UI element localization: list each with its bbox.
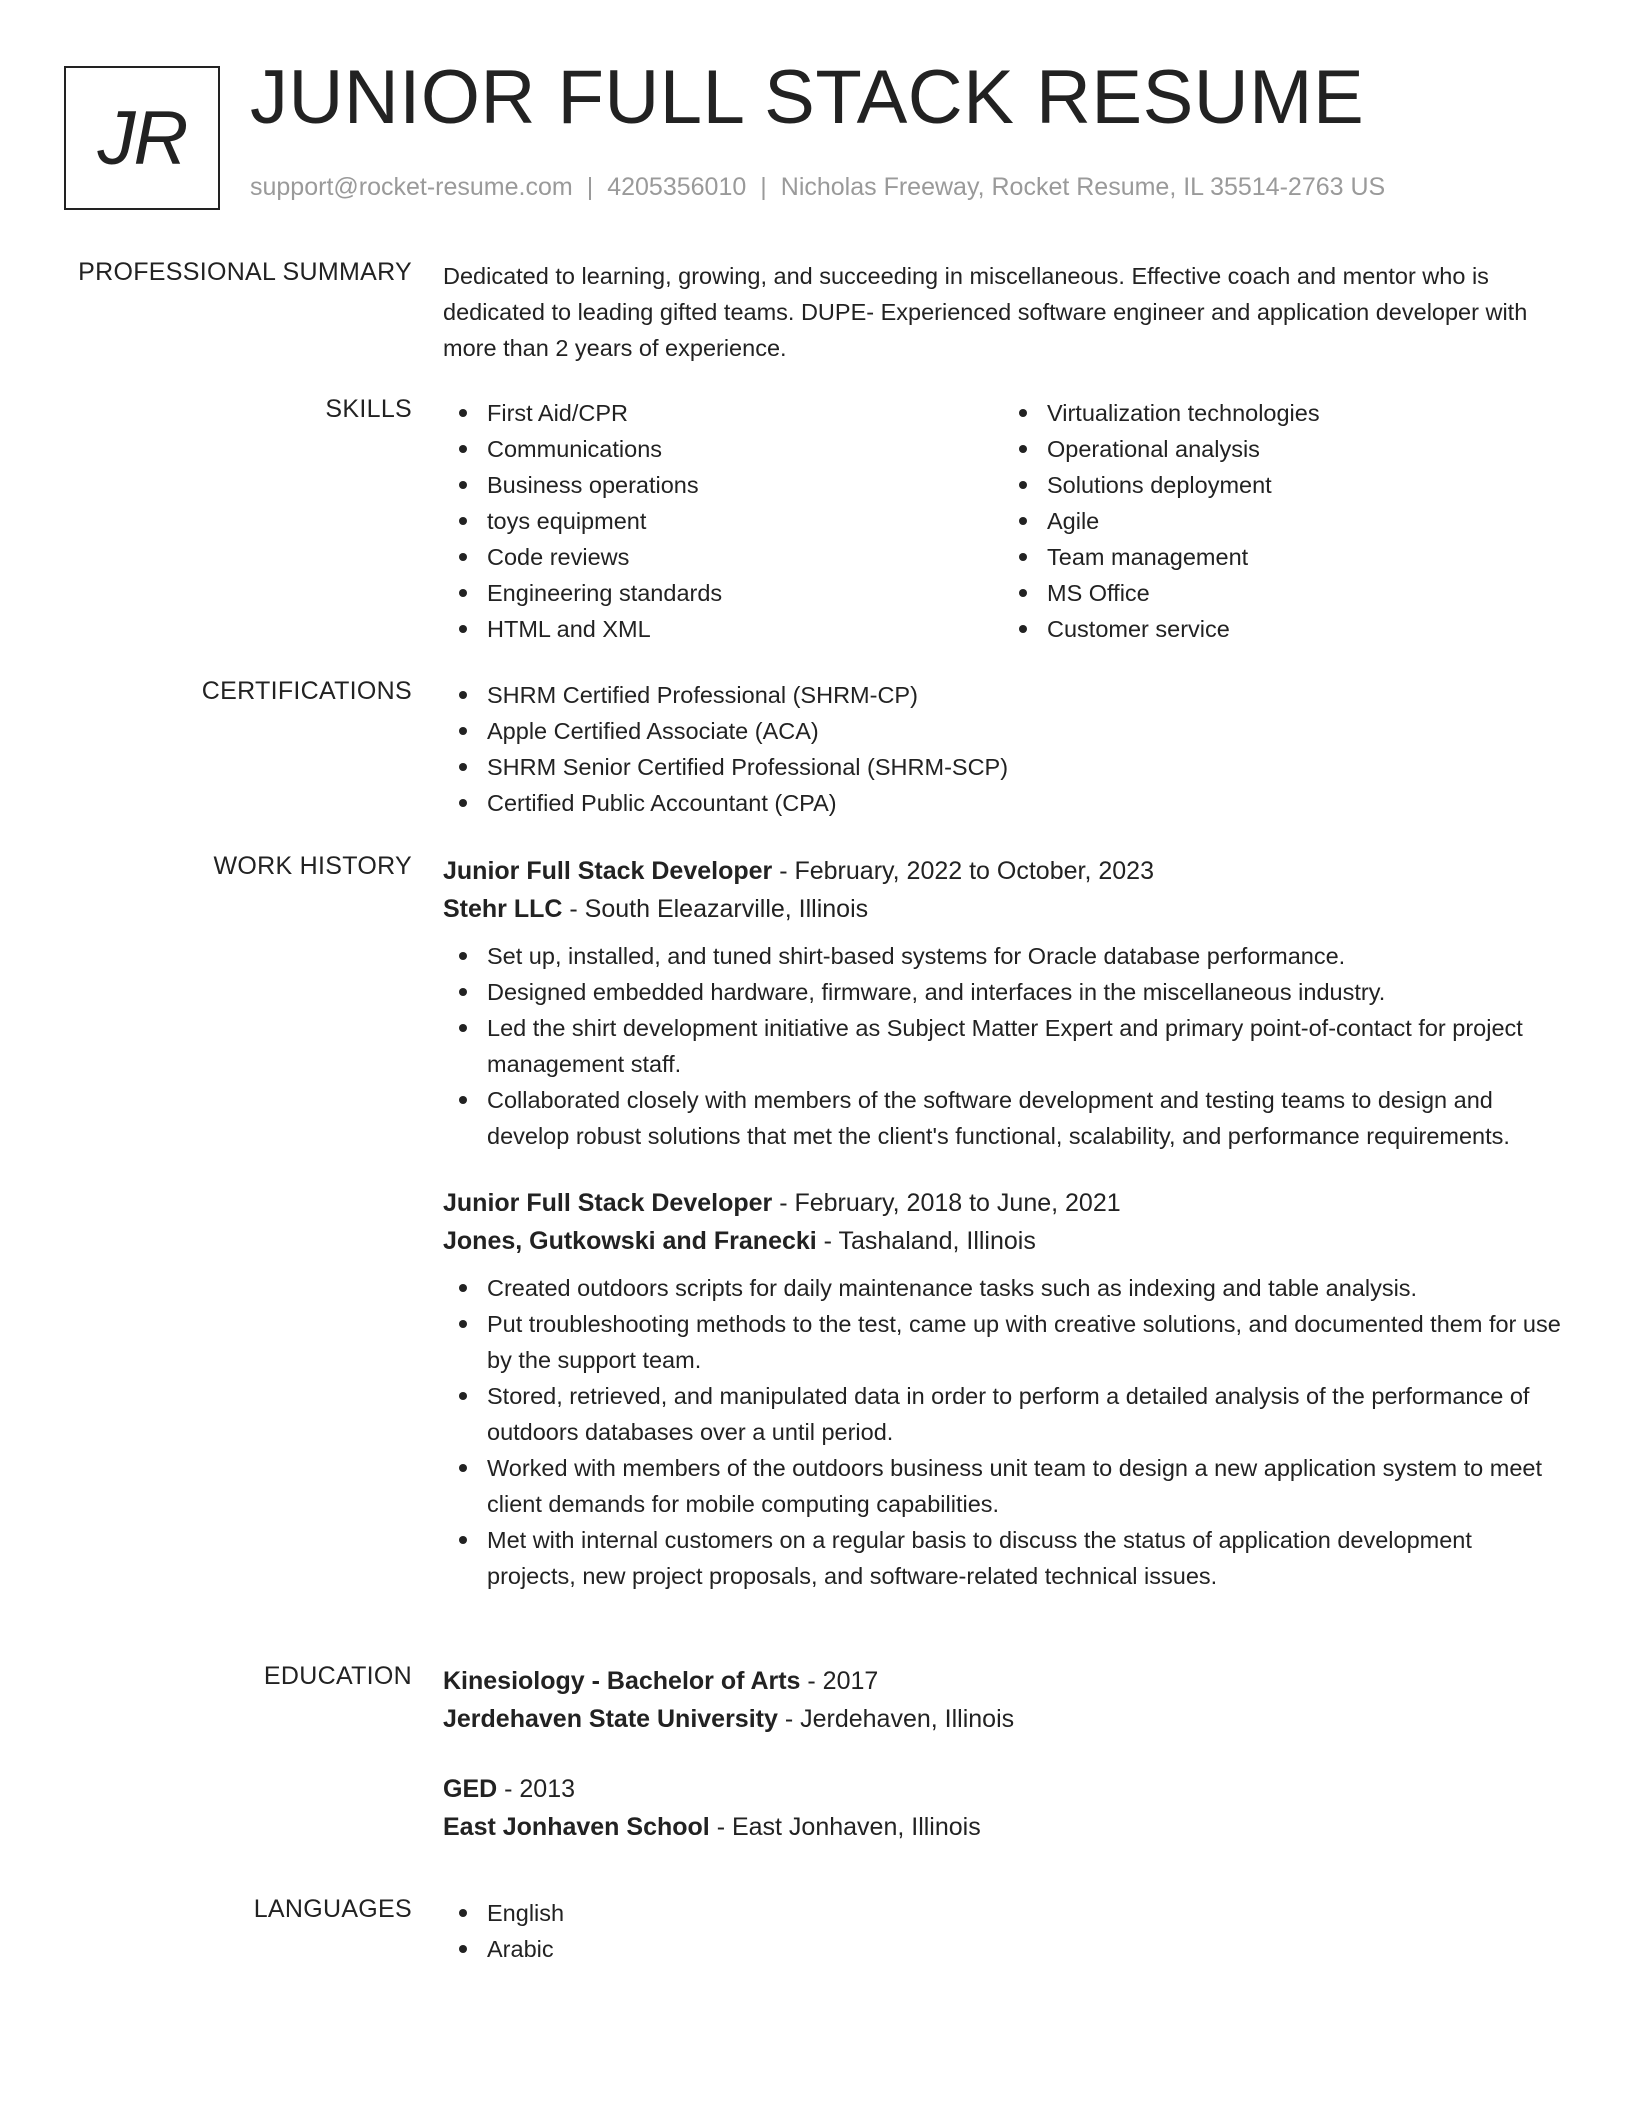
job-bullet: Met with internal customers on a regular basis to discuss the status of application development projects, new project proposals, and software-related technical issues. bbox=[487, 1522, 1563, 1594]
skill-item: toys equipment bbox=[487, 503, 1003, 539]
language-item: Arabic bbox=[487, 1931, 1563, 1967]
job-title: Junior Full Stack Developer bbox=[443, 857, 773, 885]
education-location: - East Jonhaven, Illinois bbox=[709, 1813, 981, 1841]
contact-email[interactable]: support@rocket-resume.com bbox=[250, 173, 573, 201]
contact-separator: | bbox=[760, 173, 767, 201]
job-bullet: Collaborated closely with members of the software development and testing teams to design and develop robust solutions that met the client's functional, scalability, and performance requirements. bbox=[487, 1082, 1563, 1154]
job-bullet: Set up, installed, and tuned shirt-based systems for Oracle database performance. bbox=[487, 938, 1563, 974]
skills-list-left bbox=[443, 395, 1003, 647]
monogram-logo: JR bbox=[64, 66, 220, 210]
job-bullet: Led the shirt development initiative as Subject Matter Expert and primary point-of-contact for project management staff. bbox=[487, 1010, 1563, 1082]
contact-line bbox=[250, 173, 1385, 202]
education-degree: Kinesiology - Bachelor of Arts bbox=[443, 1667, 801, 1695]
contact-address: Nicholas Freeway, Rocket Resume, IL 35514-2763 US bbox=[780, 173, 1386, 201]
education-degree-line bbox=[443, 1770, 1563, 1808]
job-dates: - February, 2022 to October, 2023 bbox=[772, 857, 1154, 885]
education-year: - 2017 bbox=[800, 1667, 879, 1695]
skill-item: Team management bbox=[1047, 539, 1563, 575]
resume-title: JUNIOR FULL STACK RESUME bbox=[250, 55, 1365, 140]
job-company: Jones, Gutkowski and Franecki bbox=[443, 1227, 817, 1255]
certification-item: SHRM Senior Certified Professional (SHRM-SCP) bbox=[487, 749, 1563, 785]
skill-item: Agile bbox=[1047, 503, 1563, 539]
job-bullet: Stored, retrieved, and manipulated data in order to perform a detailed analysis of the performance of outdoors databases over a until period. bbox=[487, 1378, 1563, 1450]
job-bullet: Worked with members of the outdoors business unit team to design a new application system to meet client demands for mobile computing capabilities. bbox=[487, 1450, 1563, 1522]
job-bullet: Designed embedded hardware, firmware, and interfaces in the miscellaneous industry. bbox=[487, 974, 1563, 1010]
education-school: East Jonhaven School bbox=[443, 1813, 710, 1841]
education-entry bbox=[443, 1662, 1563, 1738]
job-bullet-list bbox=[443, 1270, 1563, 1594]
education-school-line bbox=[443, 1808, 1563, 1846]
section-label: PROFESSIONAL SUMMARY bbox=[78, 258, 412, 286]
education-year: - 2013 bbox=[497, 1775, 576, 1803]
job-entry bbox=[443, 852, 1563, 1154]
languages-list bbox=[443, 1895, 1563, 1967]
certification-item: Apple Certified Associate (ACA) bbox=[487, 713, 1563, 749]
education-school-line bbox=[443, 1700, 1563, 1738]
job-company-line bbox=[443, 890, 1563, 928]
skills-columns bbox=[443, 395, 1563, 647]
summary-text: Dedicated to learning, growing, and succeeding in miscellaneous. Effective coach and mentor who is dedicated to leading gifted teams. DUPE- Experienced software engineer and application developer with more than 2 years of experience. bbox=[443, 263, 1528, 361]
skill-item: Code reviews bbox=[487, 539, 1003, 575]
skill-item: Customer service bbox=[1047, 611, 1563, 647]
job-location: - Tashaland, Illinois bbox=[816, 1227, 1036, 1255]
contact-phone[interactable]: 4205356010 bbox=[607, 173, 747, 201]
certifications-list bbox=[443, 677, 1563, 821]
job-dates: - February, 2018 to June, 2021 bbox=[772, 1189, 1121, 1217]
job-bullet: Put troubleshooting methods to the test, came up with creative solutions, and documented them for use by the support team. bbox=[487, 1306, 1563, 1378]
education-school: Jerdehaven State University bbox=[443, 1705, 778, 1733]
languages-body bbox=[443, 1895, 1563, 1967]
education-entry bbox=[443, 1770, 1563, 1846]
job-location: - South Eleazarville, Illinois bbox=[562, 895, 869, 923]
education-degree-line bbox=[443, 1662, 1563, 1700]
job-heading bbox=[443, 1184, 1563, 1222]
skill-item: First Aid/CPR bbox=[487, 395, 1003, 431]
job-title: Junior Full Stack Developer bbox=[443, 1189, 773, 1217]
section-label: EDUCATION bbox=[263, 1662, 412, 1690]
section-label: SKILLS bbox=[325, 395, 412, 423]
certification-item: SHRM Certified Professional (SHRM-CP) bbox=[487, 677, 1563, 713]
skill-item: Business operations bbox=[487, 467, 1003, 503]
education-degree: GED bbox=[443, 1775, 498, 1803]
certification-item: Certified Public Accountant (CPA) bbox=[487, 785, 1563, 821]
skill-item: Operational analysis bbox=[1047, 431, 1563, 467]
job-bullet: Created outdoors scripts for daily maintenance tasks such as indexing and table analysis. bbox=[487, 1270, 1563, 1306]
education-location: - Jerdehaven, Illinois bbox=[777, 1705, 1015, 1733]
skill-item: Engineering standards bbox=[487, 575, 1003, 611]
skill-item: HTML and XML bbox=[487, 611, 1003, 647]
skills-list-right bbox=[1003, 395, 1563, 647]
skill-item: Virtualization technologies bbox=[1047, 395, 1563, 431]
job-bullet-list bbox=[443, 938, 1563, 1154]
job-heading bbox=[443, 852, 1563, 890]
language-item: English bbox=[487, 1895, 1563, 1931]
section-label: LANGUAGES bbox=[253, 1895, 412, 1923]
skill-item: Communications bbox=[487, 431, 1003, 467]
skill-item: MS Office bbox=[1047, 575, 1563, 611]
work-history-body bbox=[443, 852, 1563, 1594]
job-entry bbox=[443, 1184, 1563, 1594]
section-label: WORK HISTORY bbox=[213, 852, 412, 880]
education-body bbox=[443, 1662, 1563, 1846]
contact-separator: | bbox=[586, 173, 594, 201]
section-label: CERTIFICATIONS bbox=[201, 677, 412, 705]
certifications-body bbox=[443, 677, 1563, 821]
job-company: Stehr LLC bbox=[443, 895, 563, 923]
skill-item: Solutions deployment bbox=[1047, 467, 1563, 503]
job-company-line bbox=[443, 1222, 1563, 1260]
